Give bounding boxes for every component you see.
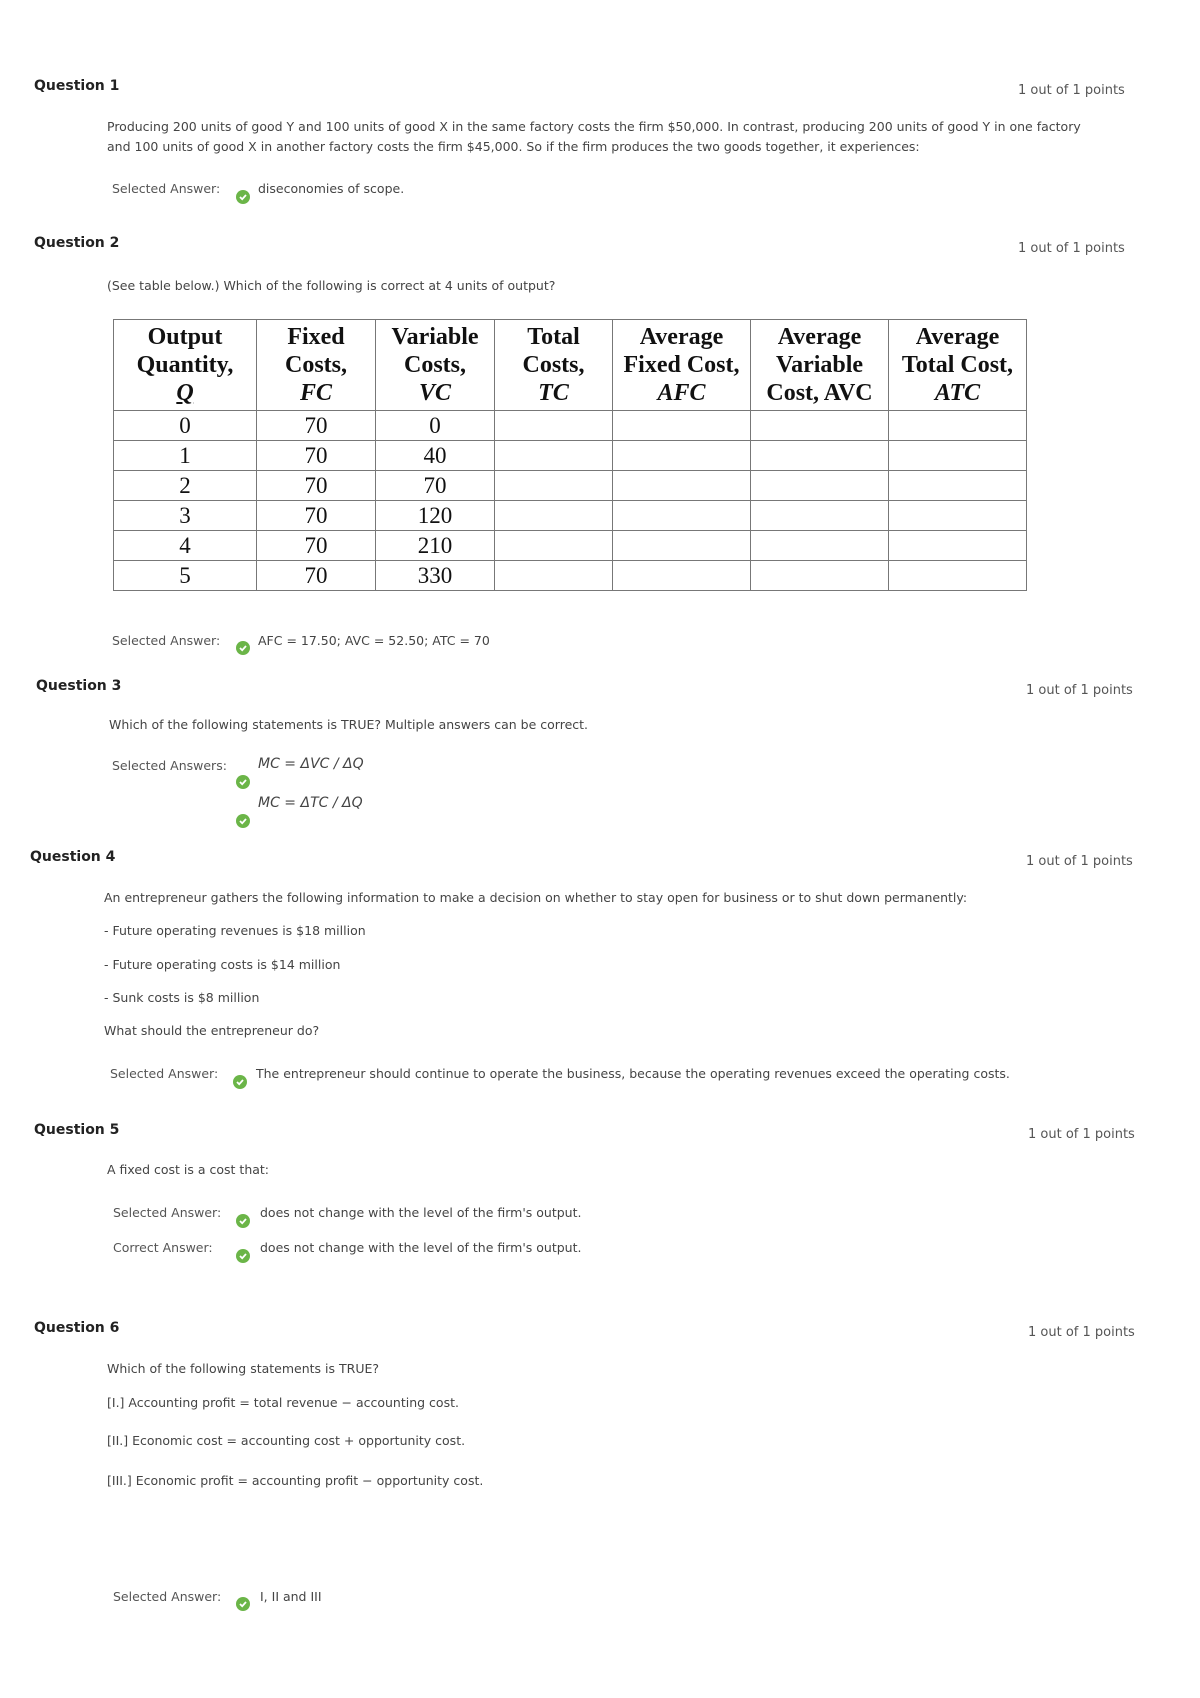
question-3-title: Question 3 xyxy=(36,678,122,694)
question-2-points: 1 out of 1 points xyxy=(1018,241,1125,256)
table-cell xyxy=(495,441,613,471)
table-cell: 70 xyxy=(257,561,376,591)
question-6-text-line: [I.] Accounting profit = total revenue − accounting cost. xyxy=(107,1395,459,1410)
correct-answer-label: Correct Answer: xyxy=(113,1240,213,1255)
correct-answer: does not change with the level of the firm's output. xyxy=(260,1240,582,1255)
question-1-title: Question 1 xyxy=(34,78,120,94)
table-cell xyxy=(751,441,889,471)
question-4-text-line: What should the entrepreneur do? xyxy=(104,1023,320,1038)
check-circle-icon xyxy=(236,1597,250,1611)
selected-answer-formula: MC = ΔTC / ΔQ xyxy=(258,795,363,811)
table-cell: 70 xyxy=(257,471,376,501)
question-4-text-line: - Future operating costs is $14 million xyxy=(104,957,341,972)
table-row xyxy=(114,441,1027,471)
header-total-costs: Total Costs, TC xyxy=(495,320,613,411)
check-circle-icon xyxy=(233,1075,247,1089)
cost-table xyxy=(113,319,1027,591)
table-cell: 70 xyxy=(257,501,376,531)
table-cell xyxy=(613,471,751,501)
table-cell: 70 xyxy=(376,471,495,501)
table-cell xyxy=(751,471,889,501)
question-4-text-line: An entrepreneur gathers the following information to make a decision on whether to stay open for business or to shut down permanently: xyxy=(104,890,968,905)
question-3-points: 1 out of 1 points xyxy=(1026,683,1133,698)
table-cell xyxy=(751,411,889,441)
table-cell: 70 xyxy=(257,441,376,471)
header-variable-costs: Variable Costs, VC xyxy=(376,320,495,411)
header-average-variable-cost: Average Variable Cost, AVC xyxy=(751,320,889,411)
table-cell: 5 xyxy=(114,561,257,591)
question-6-text-line: [III.] Economic profit = accounting profit − opportunity cost. xyxy=(107,1473,484,1488)
table-cell: 70 xyxy=(257,531,376,561)
table-cell: 4 xyxy=(114,531,257,561)
header-fixed-costs: Fixed Costs, FC xyxy=(257,320,376,411)
table-cell xyxy=(495,411,613,441)
check-circle-icon xyxy=(236,775,250,789)
table-cell xyxy=(889,531,1027,561)
table-cell: 0 xyxy=(376,411,495,441)
table-cell: 1 xyxy=(114,441,257,471)
question-4-title: Question 4 xyxy=(30,849,116,865)
table-row xyxy=(114,531,1027,561)
table-cell xyxy=(495,501,613,531)
question-1-text xyxy=(107,117,1167,157)
selected-answers-label: Selected Answers: xyxy=(112,758,227,773)
selected-answer: I, II and III xyxy=(260,1589,322,1604)
question-2-text: (See table below.) Which of the following is correct at 4 units of output? xyxy=(107,278,556,293)
selected-answer-label: Selected Answer: xyxy=(112,181,221,196)
question-6-points: 1 out of 1 points xyxy=(1028,1325,1135,1340)
check-circle-icon xyxy=(236,1214,250,1228)
table-cell: 70 xyxy=(257,411,376,441)
selected-answer: does not change with the level of the firm's output. xyxy=(260,1205,582,1220)
table-cell: 330 xyxy=(376,561,495,591)
check-circle-icon xyxy=(236,814,250,828)
header-average-total-cost: Average Total Cost, ATC xyxy=(889,320,1027,411)
table-header-row xyxy=(114,320,1027,411)
question-4-text-line: - Sunk costs is $8 million xyxy=(104,990,260,1005)
table-cell: 3 xyxy=(114,501,257,531)
header-average-fixed-cost: Average Fixed Cost, AFC xyxy=(613,320,751,411)
table-cell xyxy=(751,561,889,591)
table-cell: 120 xyxy=(376,501,495,531)
question-5-text: A fixed cost is a cost that: xyxy=(107,1162,270,1177)
selected-answer-label: Selected Answer: xyxy=(113,1205,222,1220)
table-row xyxy=(114,411,1027,441)
table-cell xyxy=(613,531,751,561)
check-circle-icon xyxy=(236,641,250,655)
question-4-points: 1 out of 1 points xyxy=(1026,854,1133,869)
question-6-title: Question 6 xyxy=(34,1320,120,1336)
table-cell xyxy=(751,531,889,561)
table-row xyxy=(114,501,1027,531)
question-1-text-line: and 100 units of good X in another factory costs the firm $45,000. So if the firm produces the two goods together, it experiences: xyxy=(107,139,920,154)
question-2-title: Question 2 xyxy=(34,235,120,251)
table-cell xyxy=(495,531,613,561)
check-circle-icon xyxy=(236,190,250,204)
question-5-points: 1 out of 1 points xyxy=(1028,1127,1135,1142)
table-cell xyxy=(613,501,751,531)
table-cell xyxy=(889,501,1027,531)
table-cell: 40 xyxy=(376,441,495,471)
selected-answer: diseconomies of scope. xyxy=(258,181,405,196)
selected-answer-label: Selected Answer: xyxy=(112,633,221,648)
question-6-text-line: Which of the following statements is TRUE? xyxy=(107,1361,380,1376)
table-cell: 0 xyxy=(114,411,257,441)
selected-answer-formula: MC = ΔVC / ΔQ xyxy=(258,756,364,772)
header-output-quantity: Output Quantity, Q xyxy=(114,320,257,411)
selected-answer: The entrepreneur should continue to operate the business, because the operating revenues exceed the operating costs. xyxy=(256,1066,1010,1081)
table-cell xyxy=(889,471,1027,501)
table-cell: 2 xyxy=(114,471,257,501)
table-cell xyxy=(495,561,613,591)
table-cell xyxy=(495,471,613,501)
table-cell xyxy=(613,561,751,591)
selected-answer-label: Selected Answer: xyxy=(110,1066,219,1081)
table-row xyxy=(114,471,1027,501)
question-4-text-line: - Future operating revenues is $18 million xyxy=(104,923,366,938)
table-cell xyxy=(613,441,751,471)
table-cell xyxy=(889,441,1027,471)
question-3-text: Which of the following statements is TRUE? Multiple answers can be correct. xyxy=(109,717,589,732)
table-cell xyxy=(889,411,1027,441)
question-6-text-line: [II.] Economic cost = accounting cost + opportunity cost. xyxy=(107,1433,466,1448)
question-5-title: Question 5 xyxy=(34,1122,120,1138)
table-row xyxy=(114,561,1027,591)
table-cell xyxy=(751,501,889,531)
table-cell xyxy=(889,561,1027,591)
selected-answer: AFC = 17.50; AVC = 52.50; ATC = 70 xyxy=(258,633,490,648)
question-1-points: 1 out of 1 points xyxy=(1018,83,1125,98)
table-cell xyxy=(613,411,751,441)
selected-answer-label: Selected Answer: xyxy=(113,1589,222,1604)
check-circle-icon xyxy=(236,1249,250,1263)
table-cell: 210 xyxy=(376,531,495,561)
question-1-text-line: Producing 200 units of good Y and 100 units of good X in the same factory costs the firm $50,000. In contrast, producing 200 units of good Y in one factory xyxy=(107,119,1081,134)
